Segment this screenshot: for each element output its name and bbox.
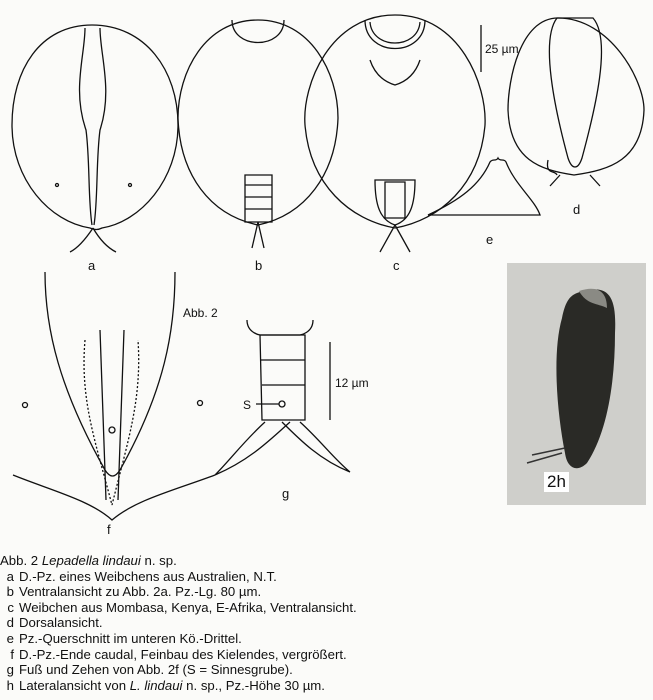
caption-text: Dorsalansicht. [19,615,103,631]
caption-item [0,662,653,678]
panel-label-a: a [88,258,96,273]
caption-item [0,600,653,616]
caption-text: n. sp., Pz.-Höhe 30 µm. [182,677,325,693]
scale-label-25um: 25 µm [485,42,519,56]
scale-label-12um: 12 µm [335,376,369,390]
caption-title [0,553,653,569]
photo-label: 2h [544,472,569,492]
caption-letter: c [7,599,14,615]
caption-text: Ventralansicht zu Abb. 2a. Pz.-Lg. 80 µm. [19,584,262,600]
micrograph-2h [507,263,646,505]
panel-label-c: c [393,258,400,273]
caption-text: Weibchen aus Mombasa, Kenya, E-Afrika, Ventralansicht. [19,599,357,615]
structure-label-s: S [243,398,252,412]
caption-text: Fuß und Zehen von Abb. 2f (S = Sinnesgrube). [19,662,293,678]
drawing-e [428,158,540,215]
caption-title-prefix: Abb. 2 [0,553,39,568]
drawing-a [12,25,178,252]
panel-label-e: e [486,232,494,247]
caption-text: D.-Pz. eines Weibchens aus Australien, N.T. [19,568,277,584]
caption-item [0,569,653,585]
caption-letter: f [10,646,14,662]
panel-label-f: f [107,522,111,537]
caption-item [0,678,653,694]
abb-label: Abb. 2 [183,306,218,320]
rotifer-photo [507,263,646,505]
drawing-d [508,18,645,186]
caption-title-suffix: n. sp. [144,553,177,568]
caption-item [0,584,653,600]
caption-letter: b [6,584,14,600]
caption-text: Lateralansicht von [19,677,130,693]
caption-item [0,647,653,663]
drawing-b [178,20,338,248]
caption-item [0,631,653,647]
caption-letter: a [6,568,14,584]
caption-text: Pz.-Querschnitt im unteren Kö.-Drittel. [19,630,242,646]
caption-text: D.-Pz.-Ende caudal, Feinbau des Kielendes, vergrößert. [19,646,347,662]
caption-letter: h [6,677,14,693]
caption-letter: g [6,662,14,678]
panel-label-b: b [255,258,263,273]
caption-species: Lepadella lindaui [41,553,141,568]
caption-letter: e [6,630,14,646]
drawing-c [305,15,485,252]
caption-species: L. lindaui [129,677,183,693]
panel-label-g: g [282,486,290,501]
caption-item [0,615,653,631]
figure-caption [0,553,653,693]
panel-label-d: d [573,202,581,217]
caption-letter: d [6,615,14,631]
